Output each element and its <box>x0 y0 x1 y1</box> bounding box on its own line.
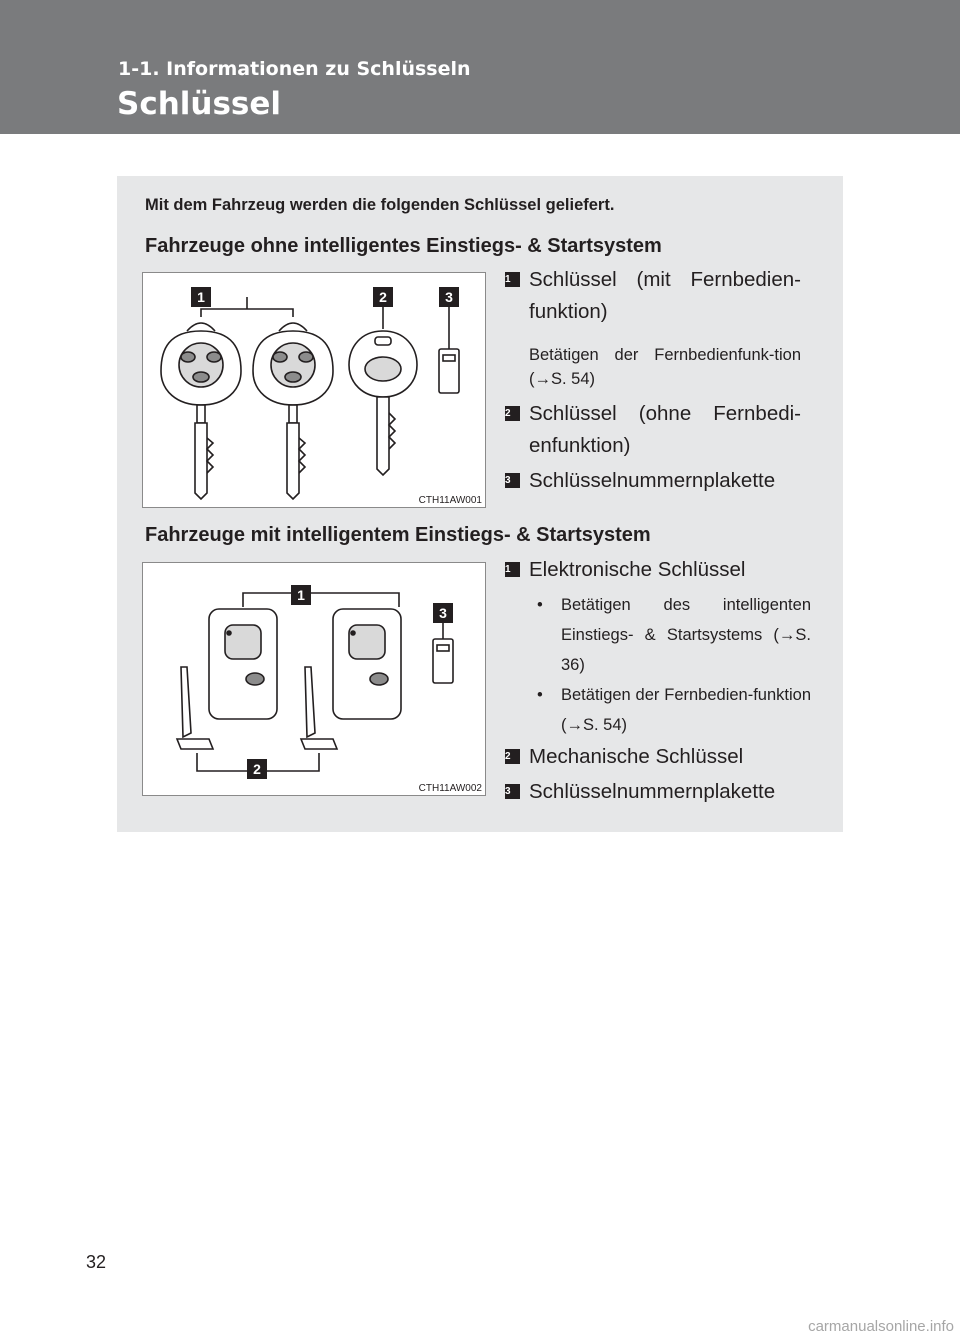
callout-3: 3 <box>439 605 447 621</box>
section-title: 1-1. Informationen zu Schlüsseln <box>118 58 471 80</box>
group2-item-1 <box>505 554 801 586</box>
callout-2: 2 <box>253 761 261 777</box>
page-title: Schlüssel <box>117 86 282 122</box>
callout-1: 1 <box>197 289 205 305</box>
callout-1: 1 <box>297 587 305 603</box>
figure-code: CTH11AW001 <box>418 495 482 506</box>
callout-markers <box>191 287 459 307</box>
group2-item-2 <box>505 741 801 773</box>
bullet-text: Betätigen des intelligenten Einstiegs- & Startsystems (→S. 36) <box>561 596 811 674</box>
item-label: Schlüsselnummernplakette <box>529 780 776 803</box>
group1-item-1-note: Betätigen der Fernbedienfunk-tion (→S. 54) <box>529 346 801 388</box>
item-label: Schlüssel (ohne Fernbedi-enfunktion) <box>529 402 801 457</box>
item-number-badge: 1 <box>505 272 520 287</box>
page-number: 32 <box>86 1252 107 1272</box>
group1-heading: Fahrzeuge ohne intelligentes Einstiegs- & Startsystem <box>145 235 662 257</box>
group1-item-2 <box>505 398 801 462</box>
group2-bullet-2: • Betätigen der Fernbedien-funktion (→S. 54) <box>537 680 811 740</box>
intro-text: Mit dem Fahrzeug werden die folgenden Schlüssel geliefert. <box>145 196 615 214</box>
keys-standard-illustration <box>143 273 487 509</box>
group2-bullet-1: • Betätigen des intelligenten Einstiegs- & Startsystems (→S. 36) <box>537 590 811 680</box>
bullet-text: Betätigen der Fernbedien-funktion (→S. 54) <box>561 686 811 734</box>
item-number-badge: 2 <box>505 749 520 764</box>
callout-2: 2 <box>379 289 387 305</box>
item-number-badge: 1 <box>505 562 520 577</box>
group1-item-1 <box>505 264 801 328</box>
item-number-badge: 3 <box>505 473 520 488</box>
figure-keys-standard <box>142 272 486 508</box>
item-number-badge: 3 <box>505 784 520 799</box>
watermark: carmanualsonline.info <box>808 1318 954 1335</box>
keys-smart-illustration <box>143 563 487 797</box>
item-label: Mechanische Schlüssel <box>529 745 744 768</box>
figure-code: CTH11AW002 <box>418 783 482 794</box>
page-header <box>0 0 960 134</box>
item-label: Schlüsselnummernplakette <box>529 469 776 492</box>
item-label: Schlüssel (mit Fernbedien-funktion) <box>529 268 801 323</box>
callout-3: 3 <box>445 289 453 305</box>
item-label: Elektronische Schlüssel <box>529 558 746 581</box>
group1-item-3 <box>505 465 801 497</box>
figure-keys-smart <box>142 562 486 796</box>
group2-heading: Fahrzeuge mit intelligentem Einstiegs- & Startsystem <box>145 524 651 546</box>
item-number-badge: 2 <box>505 406 520 421</box>
group2-item-3 <box>505 776 801 808</box>
